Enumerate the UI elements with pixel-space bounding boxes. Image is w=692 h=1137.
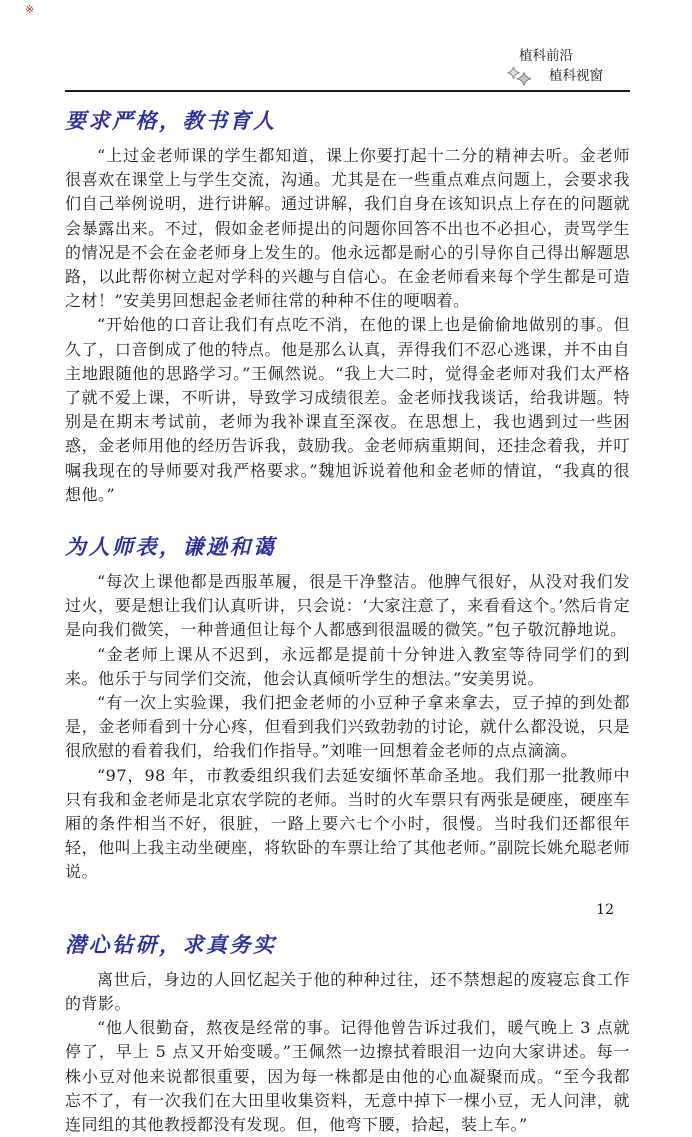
section-heading: 要求严格，教书育人 [65,108,277,133]
paragraph: “上过金老师课的学生都知道，课上你要打起十二分的精神去听。金老师很喜欢在课堂上与学生交流，沟通。尤其是在一些重点难点问题上，会要求我们自己举例说明，进行讲解。通过讲解，我们自身在该知识点上存在的问题就会暴露出来。不过，假如金老师提出的问题你回答不出也不必担心，责骂学生的情况是不会在金老师身上发生的。他永远都是耐心的引导你自己得出解题思路，以此帮你树立起对学科的兴趣与自信心。在金老师看来每个学生都是可造之材！”安美男回想起金老师往常的种种不住的哽咽着。 [65,146,630,311]
document-section [65,929,630,1137]
corner-mark: ※ [25,3,35,16]
paragraph: “97，98 年，市教委组织我们去延安缅怀革命圣地。我们那一批教师中只有我和金老师是北京农学院的老师。当时的火车票只有两张是硬座，硬座车厢的条件相当不好，很脏，一路上要六七个小时，很慢。当时我们还都很年轻，他叫上我主动坐硬座，将软卧的车票让给了其他老师。”副院长姚允聪老师说。 [65,765,630,882]
document-body [65,105,630,1137]
paragraph: “金老师上课从不迟到，永远都是提前十分钟进入教室等待同学们的到来。他乐于与同学们交流，他会认真倾听学生的想法。”安美男说。 [65,644,630,688]
section-heading: 潜心钻研，求真务实 [65,931,277,957]
page-header [65,0,630,92]
header-titles [65,47,630,87]
paragraph: “每次上课他都是西服革履，很是干净整洁。他脾气很好，从没对我们发过火，要是想让我们认真听讲，只会说：‘大家注意了，来看看这个。’然后肯定是向我们微笑，一种普通但让每个人都感到很温暖的微笑。”包子敬沉静地说。 [65,572,630,640]
document-section [65,105,630,507]
section-heading: 为人师表，谦逊和蔼 [65,534,277,560]
paragraph: 离世后，身边的人回忆起关于他的种种过往，还不禁想起的废寝忘食工作的背影。 [65,969,630,1013]
header-title-line2-row [65,66,630,87]
paragraph: “有一次上实验课，我们把金老师的小豆种子拿来拿去，豆子掉的到处都是，金老师看到十分心疼，但看到我们兴致勃勃的讨论，就什么都没说，只是很欣慰的看着我们，给我们作指导。”刘唯一回想着金老师的点点滴滴。 [65,693,630,761]
stars-icon [506,66,533,87]
header-title-line2: 植科视窗 [549,68,603,84]
header-rule [65,90,630,92]
page-number: 12 [596,902,614,918]
paragraph: “他人很勤奋，熬夜是经常的事。记得他曾告诉过我们，暖气晚上 3 点就停了，早上 5 点又开始变暖。”王佩然一边擦拭着眼泪一边向大家讲述。每一株小豆对他来说都很重要，因为每一株都是由他的心血凝聚而成。“至今我都忘不了，有一次我们在大田里收集资料，无意中掉下一棵小豆，无人问津，就连同组的其他教授都没有发现。但，他弯下腰，拾起，装上车。” [65,1018,630,1134]
header-title-line1: 植科前沿 [519,48,573,64]
document-section [65,531,630,885]
paragraph: “开始他的口音让我们有点吃不消，在他的课上也是偷偷地做别的事。但久了，口音倒成了他的特点。他是那么认真，弄得我们不忍心逃课，并不由自主地跟随他的思路学习。”王佩然说。“我上大二时，觉得金老师对我们太严格了就不爱上课，不听讲，导致学习成绩很差。金老师找我谈话，给我讲题。特别是在期末考试前，老师为我补课直至深夜。在思想上，我也遇到过一些困惑，金老师用他的经历告诉我，鼓励我。金老师病重期间，还挂念着我，并叮嘱我现在的导师要对我严格要求。”魏旭诉说着他和金老师的情谊，“我真的很想他。” [65,315,630,504]
